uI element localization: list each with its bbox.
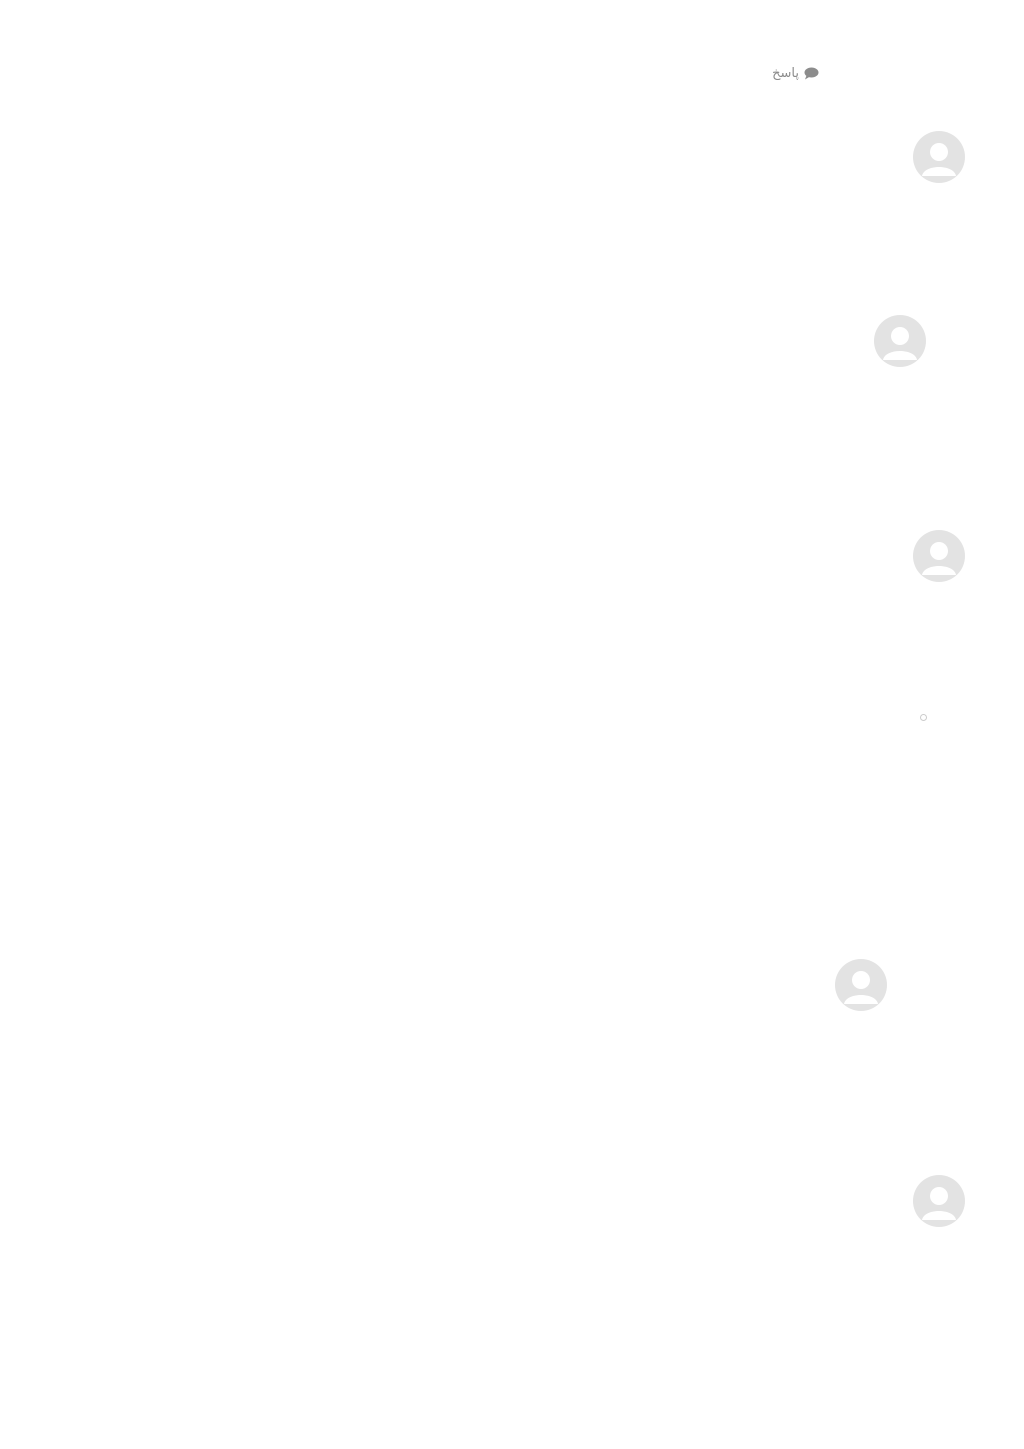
avatar <box>913 1175 965 1227</box>
reply-label: پاسخ <box>772 66 799 81</box>
avatar <box>913 530 965 582</box>
avatar-placeholder <box>920 714 927 721</box>
comment-icon <box>804 67 819 80</box>
avatar <box>874 315 926 367</box>
reply-link[interactable] <box>772 66 819 81</box>
avatar <box>835 959 887 1011</box>
avatar <box>913 131 965 183</box>
